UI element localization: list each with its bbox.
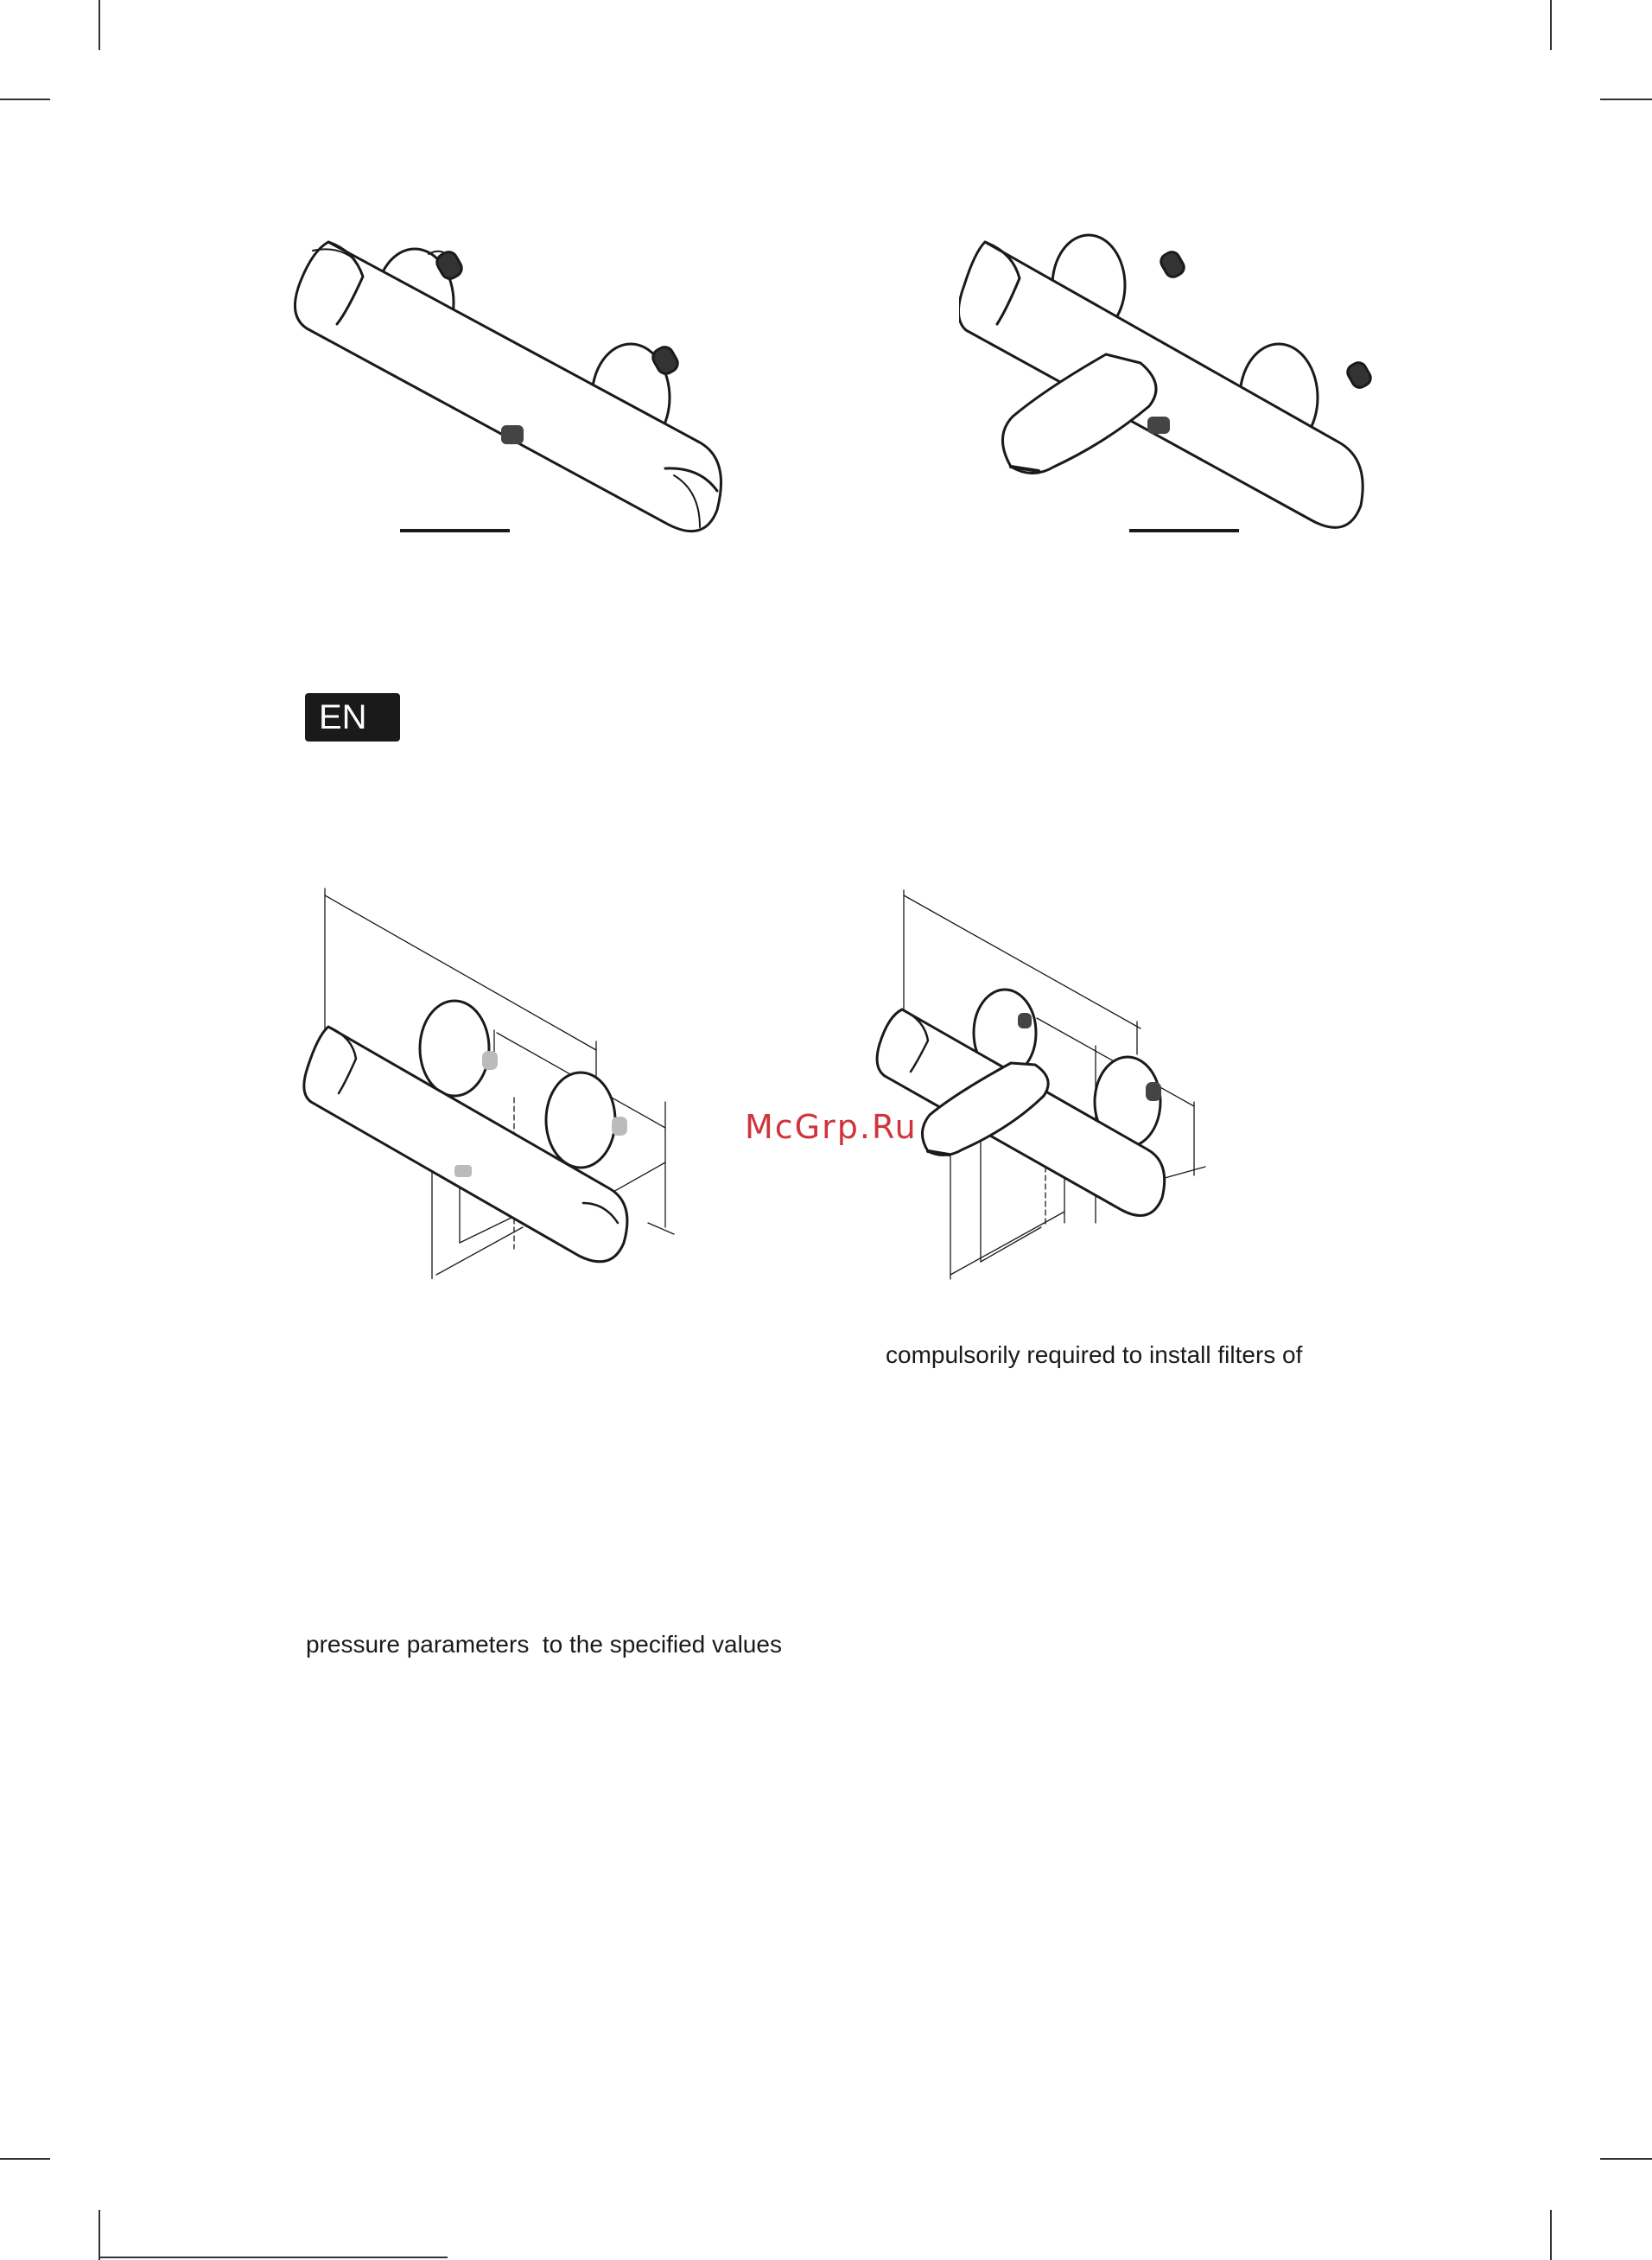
shower-mixer-illustration: [294, 216, 760, 544]
crop-mark-top-left-horizontal: [0, 99, 50, 100]
bath-mixer-illustration: [959, 216, 1374, 544]
shower-mixer-caption-line: [400, 529, 510, 532]
pressure-note-text: pressure parameters to the specified values: [306, 1631, 782, 1658]
filters-note-text: compulsorily required to install filters of: [886, 1341, 1303, 1368]
crop-mark-bottom-right-horizontal: [1600, 2158, 1652, 2160]
shower-mixer-dimension-drawing: [302, 882, 683, 1279]
watermark-text: McGrp.Ru: [745, 1108, 918, 1146]
bottom-trim-line: [98, 2257, 448, 2258]
crop-mark-top-right-vertical: [1550, 0, 1552, 50]
crop-mark-top-right-horizontal: [1600, 99, 1652, 100]
crop-mark-bottom-right-vertical: [1550, 2210, 1552, 2260]
crop-mark-top-left-vertical: [98, 0, 100, 50]
bath-mixer-dimension-drawing: [873, 882, 1218, 1288]
language-badge: EN: [305, 693, 400, 742]
crop-mark-bottom-left-vertical: [98, 2210, 100, 2260]
crop-mark-bottom-left-horizontal: [0, 2158, 50, 2160]
bath-mixer-caption-line: [1129, 529, 1239, 532]
